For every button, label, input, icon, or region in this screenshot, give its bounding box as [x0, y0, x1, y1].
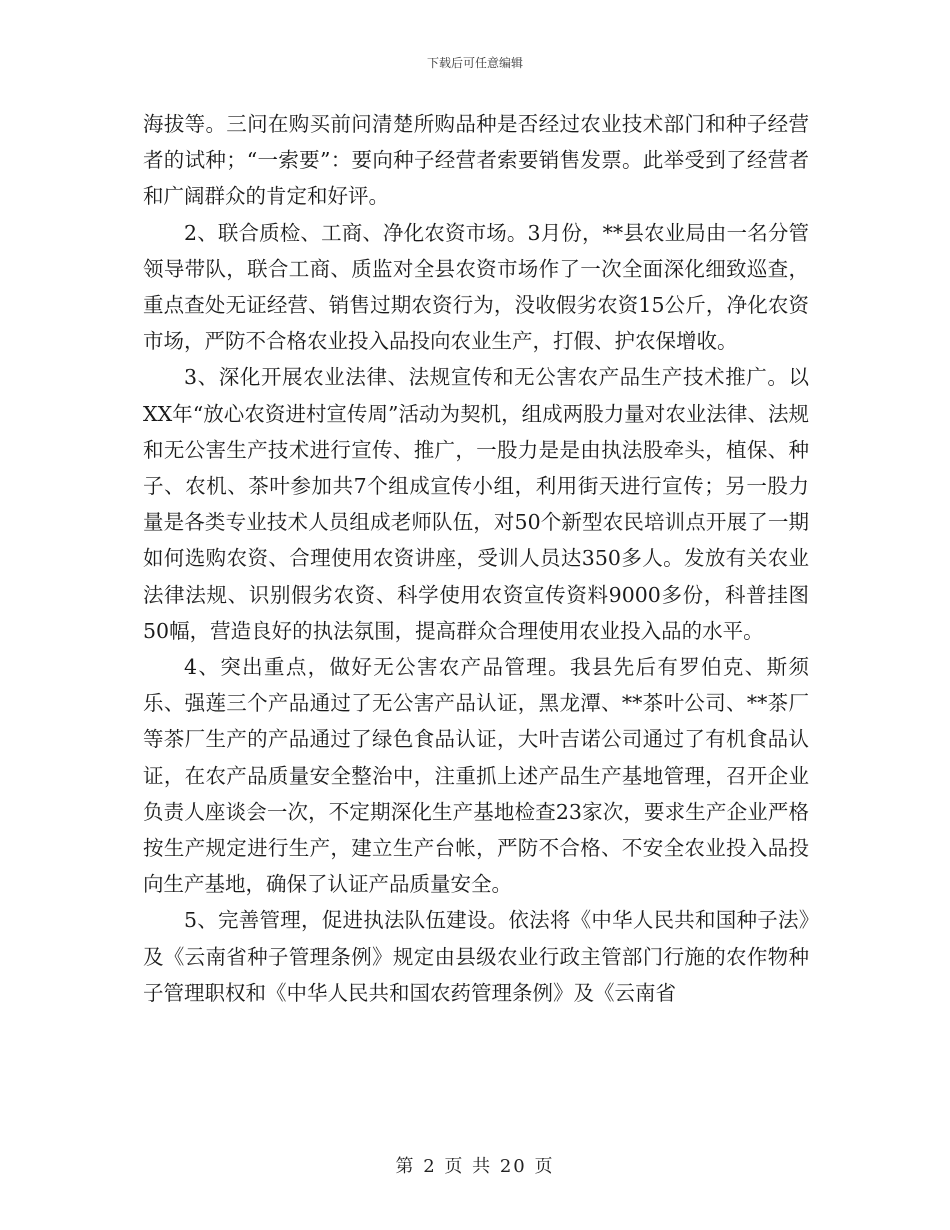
paragraph-3: 3、深化开展农业法律、法规宣传和无公害农产品生产技术推广。以XX年“放心农资进村宣传周”活动为契机，组成两股力量对农业法律、法规和无公害生产技术进行宣传、推广，一股力是是由执法股牵头，植保、种子、农机、茶叶参加共7个组成宣传小组，利用街天进行宣传；另一股力量是各类专业技术人员组成老师队伍，对50个新型农民培训点开展了一期如何选购农资、合理使用农资讲座，受训人员达350多人。发放有关农业法律法规、识别假劣农资、科学使用农资宣传资料9000多份，科普挂图50幅，营造良好的执法氛围，提高群众合理使用农业投入品的水平。 — [143, 365, 809, 643]
page-number: 第 2 页 共 20 页 — [395, 1156, 555, 1177]
page-header: 下载后可任意编辑 — [426, 56, 523, 70]
paragraph-5: 5、完善管理，促进执法队伍建设。依法将《中华人民共和国种子法》及《云南省种子管理条例》规定由县级农业行政主管部门行施的农作物种子管理职权和《中华人民共和国农药管理条例》及《云南省 — [143, 908, 809, 1005]
paragraph-4: 4、突出重点，做好无公害农产品管理。我县先后有罗伯克、斯须乐、强莲三个产品通过了无公害产品认证，黑龙潭、**茶叶公司、**茶厂等茶厂生产的产品通过了绿色食品认证，大叶吉诺公司通过了有机食品认证，在农产品质量安全整治中，注重抓上述产品生产基地管理，召开企业负责人座谈会一次，不定期深化生产基地检查23家次，要求生产企业严格按生产规定进行生产，建立生产台帐，严防不合格、不安全农业投入品投向生产基地，确保了认证产品质量安全。 — [143, 655, 809, 897]
paragraph-2: 2、联合质检、工商、净化农资市场。3月份，**县农业局由一名分管领导带队，联合工商、质监对全县农资市场作了一次全面深化细致巡查，重点查处无证经营、销售过期农资行为，没收假劣农资15公斤，净化农资市场，严防不合格农业投入品投向农业生产，打假、护农保增收。 — [143, 220, 809, 354]
document-body — [143, 106, 809, 1011]
page-footer — [0, 1152, 950, 1178]
paragraph-continued: 海拔等。三问在购买前问清楚所购品种是否经过农业技术部门和种子经营者的试种；“一索要”：要向种子经营者索要销售发票。此举受到了经营者和广阔群众的肯定和好评。 — [143, 112, 809, 209]
